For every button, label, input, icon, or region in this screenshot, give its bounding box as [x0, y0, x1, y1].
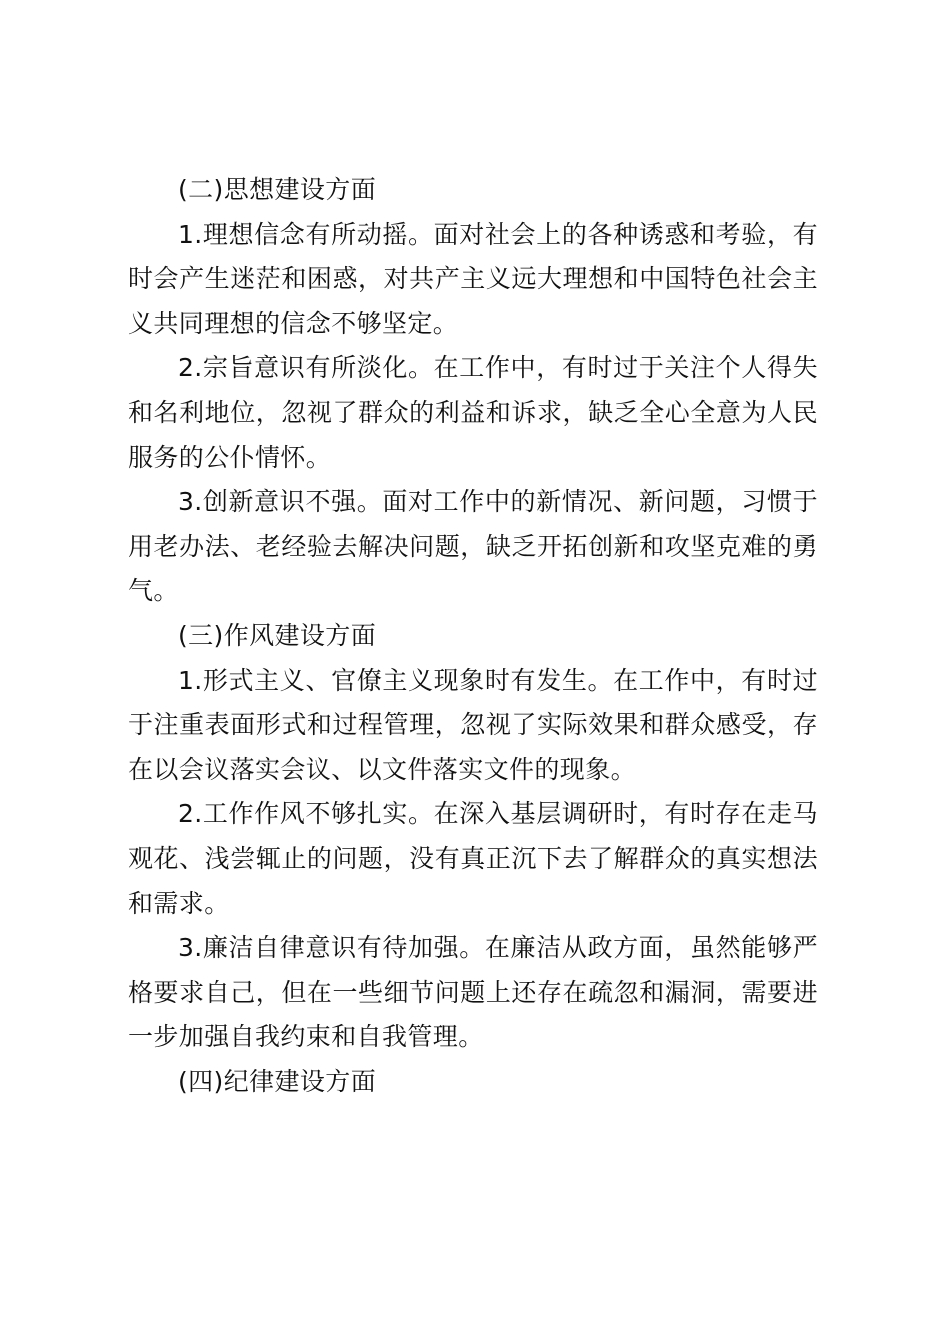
work-style-item-3: 3.廉洁自律意识有待加强。在廉洁从政方面，虽然能够严格要求自己，但在一些细节问题上还存在疏忽和漏洞，需要进一步加强自我约束和自我管理。: [128, 933, 818, 1052]
ideology-item-1: 1.理想信念有所动摇。面对社会上的各种诱惑和考验，有时会产生迷茫和困惑，对共产主义远大理想和中国特色社会主义共同理想的信念不够坚定。: [128, 219, 818, 338]
section-heading-work-style: (三)作风建设方面: [178, 620, 377, 650]
section-heading-ideology: (二)思想建设方面: [178, 175, 377, 204]
document-page: [128, 168, 818, 1104]
work-style-item-2: 2.工作作风不够扎实。在深入基层调研时，有时存在走马观花、浅尝辄止的问题，没有真正沉下去了解群众的真实想法和需求。: [128, 799, 818, 918]
work-style-item-1: 1.形式主义、官僚主义现象时有发生。在工作中，有时过于注重表面形式和过程管理，忽视了实际效果和群众感受，存在以会议落实会议、以文件落实文件的现象。: [128, 665, 818, 784]
ideology-item-3: 3.创新意识不强。面对工作中的新情况、新问题，习惯于用老办法、老经验去解决问题，缺乏开拓创新和攻坚克难的勇气。: [128, 487, 818, 606]
ideology-item-2: 2.宗旨意识有所淡化。在工作中，有时过于关注个人得失和名利地位，忽视了群众的利益和诉求，缺乏全心全意为人民服务的公仆情怀。: [128, 353, 818, 472]
section-heading-discipline: (四)纪律建设方面: [178, 1066, 377, 1096]
